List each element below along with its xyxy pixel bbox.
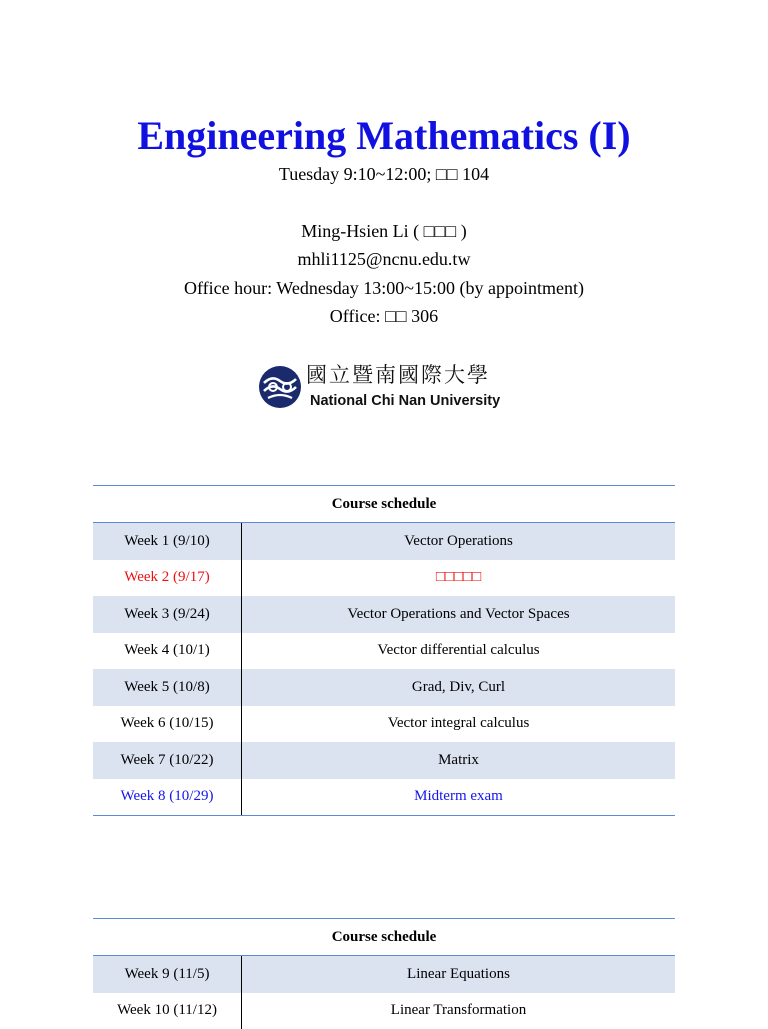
university-name-zh: 國立暨南國際大學 [306, 362, 490, 388]
university-emblem-icon [258, 365, 302, 409]
course-schedule-table-2 [93, 918, 675, 1029]
university-logo [258, 362, 518, 412]
university-name-en: National Chi Nan University [310, 393, 500, 410]
course-header [0, 112, 768, 331]
topic-cell: Midterm exam [242, 779, 676, 816]
class-time-room: Tuesday 9:10~12:00; □□ 104 [0, 160, 768, 189]
topic-cell: Vector Operations and Vector Spaces [242, 596, 676, 633]
topic-cell: Vector Operations [242, 523, 676, 560]
table-row-holiday [93, 560, 675, 597]
week-cell: Week 9 (11/5) [93, 956, 242, 993]
topic-cell: Linear Equations [242, 956, 676, 993]
week-cell: Week 4 (10/1) [93, 633, 242, 670]
topic-cell: Vector integral calculus [242, 706, 676, 743]
table-row [93, 633, 675, 670]
week-cell: Week 6 (10/15) [93, 706, 242, 743]
topic-cell: Vector differential calculus [242, 633, 676, 670]
week-cell: Week 7 (10/22) [93, 742, 242, 779]
topic-cell: Linear Transformation [242, 993, 676, 1029]
week-cell: Week 1 (9/10) [93, 523, 242, 560]
topic-cell: Grad, Div, Curl [242, 669, 676, 706]
page-title: Engineering Mathematics (I) [0, 112, 768, 160]
table-row [93, 596, 675, 633]
table-row [93, 669, 675, 706]
table-row [93, 956, 675, 993]
instructor-name: Ming-Hsien Li ( □□□ ) [0, 217, 768, 246]
table-row [93, 706, 675, 743]
table-row-exam [93, 779, 675, 816]
table-row [93, 742, 675, 779]
week-cell: Week 2 (9/17) [93, 560, 242, 597]
spacer [0, 189, 768, 217]
topic-cell: □□□□□ [242, 560, 676, 597]
office-hour: Office hour: Wednesday 13:00~15:00 (by appointment) [0, 274, 768, 303]
office-room: Office: □□ 306 [0, 302, 768, 331]
topic-cell: Matrix [242, 742, 676, 779]
table-caption: Course schedule [93, 486, 675, 523]
course-schedule-table-1 [93, 485, 675, 816]
week-cell: Week 3 (9/24) [93, 596, 242, 633]
week-cell: Week 8 (10/29) [93, 779, 242, 816]
week-cell: Week 10 (11/12) [93, 993, 242, 1029]
table-caption: Course schedule [93, 919, 675, 956]
week-cell: Week 5 (10/8) [93, 669, 242, 706]
instructor-email: mhli1125@ncnu.edu.tw [0, 245, 768, 274]
table-row [93, 523, 675, 560]
